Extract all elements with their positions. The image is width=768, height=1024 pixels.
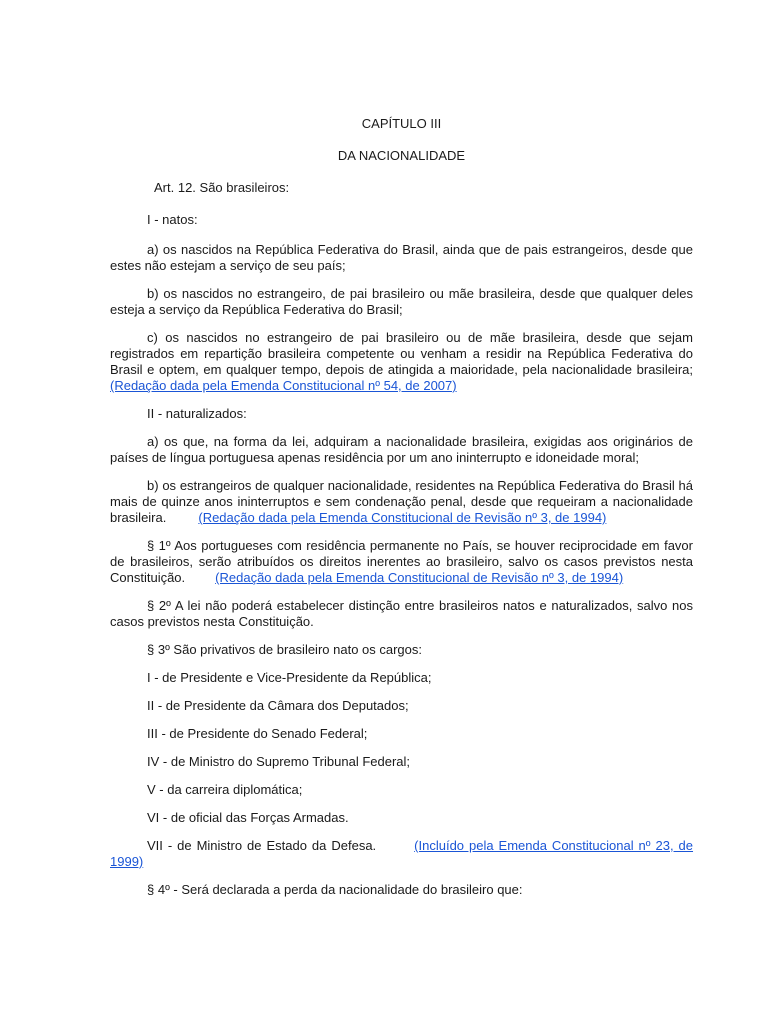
- cargo-item-6: VI - de oficial das Forças Armadas.: [147, 810, 349, 825]
- paragraph-c: [110, 330, 693, 394]
- document-body: [110, 116, 693, 898]
- cargo-item-1: I - de Presidente e Vice-Presidente da República;: [147, 670, 432, 685]
- amendment-link-23-1999[interactable]: (Incluído pela Emenda Constitucional nº 23, de 1999): [110, 838, 694, 869]
- cargo-item-7: [110, 838, 693, 870]
- cargo-item-3: III - de Presidente do Senado Federal;: [147, 726, 368, 741]
- article-12: Art. 12. São brasileiros:: [154, 180, 290, 195]
- paragraph-nat-b-text: b) os estrangeiros de qualquer nacionalidade, residentes na República Federativa do Brasil há mais de quinze anos ininterruptos e sem condenação penal, desde que requeiram a nacionalidade brasileira.: [110, 478, 693, 525]
- cargo-item-2: II - de Presidente da Câmara dos Deputados;: [147, 698, 409, 713]
- cargo-item-7-text: VII - de Ministro de Estado da Defesa.: [147, 838, 377, 853]
- item-natos: I - natos:: [147, 212, 198, 227]
- paragraph-a: a) os nascidos na República Federativa do Brasil, ainda que de pais estrangeiros, desde que estes não estejam a serviço de seu país;: [110, 242, 693, 273]
- paragraph-3: § 3º São privativos de brasileiro nato os cargos:: [147, 642, 423, 657]
- amendment-link-revisao-3-1994-b[interactable]: (Redação dada pela Emenda Constitucional de Revisão nº 3, de 1994): [215, 570, 624, 585]
- item-naturalizados: II - naturalizados:: [147, 406, 247, 421]
- chapter-title: DA NACIONALIDADE: [337, 148, 466, 163]
- paragraph-nat-b: [110, 478, 693, 526]
- amendment-link-54-2007[interactable]: (Redação dada pela Emenda Constitucional nº 54, de 2007): [110, 378, 457, 393]
- paragraph-nat-a: a) os que, na forma da lei, adquiram a nacionalidade brasileira, exigidas aos originários de países de língua portuguesa apenas residência por um ano ininterrupto e idoneidade moral;: [110, 434, 693, 465]
- amendment-link-revisao-3-1994[interactable]: (Redação dada pela Emenda Constitucional de Revisão nº 3, de 1994): [198, 510, 607, 525]
- cargo-item-5: V - da carreira diplomática;: [147, 782, 303, 797]
- paragraph-2: § 2º A lei não poderá estabelecer distinção entre brasileiros natos e naturalizados, salvo nos casos previstos nesta Constituição.: [110, 598, 693, 629]
- paragraph-1-text: § 1º Aos portugueses com residência permanente no País, se houver reciprocidade em favor de brasileiros, serão atribuídos os direitos inerentes ao brasileiro, salvo os casos previstos nesta Constituição.: [110, 538, 693, 585]
- chapter-heading: CAPÍTULO III: [361, 116, 442, 131]
- paragraph-4: § 4º - Será declarada a perda da nacionalidade do brasileiro que:: [147, 882, 523, 897]
- paragraph-b: b) os nascidos no estrangeiro, de pai brasileiro ou mãe brasileira, desde que qualquer deles esteja a serviço da República Federativa do Brasil;: [110, 286, 693, 317]
- paragraph-c-text: c) os nascidos no estrangeiro de pai brasileiro ou de mãe brasileira, desde que sejam registrados em repartição brasileira competente ou venham a residir na República Federativa do Brasil e optem, em qualquer tempo, depois de atingida a maioridade, pela nacionalidade brasileira;: [110, 330, 693, 377]
- paragraph-1: [110, 538, 693, 586]
- cargo-item-4: IV - de Ministro do Supremo Tribunal Federal;: [147, 754, 411, 769]
